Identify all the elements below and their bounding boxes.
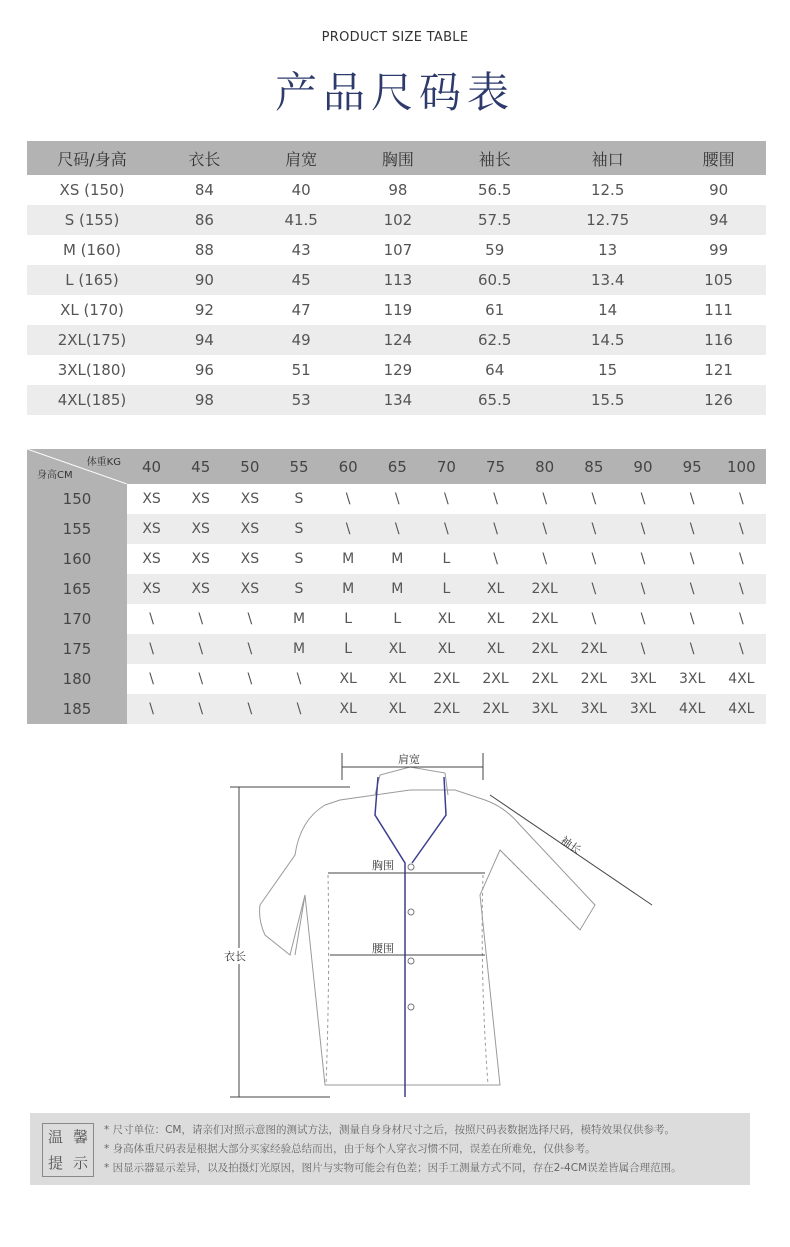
- size-recommend-cell: \: [149, 671, 154, 687]
- size-recommend-cell: L: [422, 574, 471, 604]
- lab-coat-illustration: [200, 745, 670, 1105]
- tips-box: [30, 1113, 750, 1185]
- size-recommend-cell: \: [471, 514, 520, 544]
- hw-row: [27, 574, 766, 604]
- weight-column-header: 90: [618, 449, 667, 484]
- size-recommend-cell: \: [225, 634, 274, 664]
- height-cell: 170: [27, 604, 127, 634]
- size-recommend-cell: XS: [240, 551, 260, 567]
- size-recommend-cell: XS: [191, 551, 210, 567]
- size-value-cell: 96: [194, 361, 214, 379]
- size-row: [27, 175, 766, 205]
- size-recommend-cell: \: [717, 634, 766, 664]
- size-recommend-cell: XS: [225, 514, 274, 544]
- size-recommend-cell: XL: [324, 694, 373, 724]
- size-value-cell: 61: [485, 301, 505, 319]
- size-column-header: 肩宽: [252, 141, 351, 175]
- weight-column-header: 80: [520, 449, 569, 484]
- left-seam: [326, 875, 329, 1085]
- size-recommend-cell: \: [738, 491, 744, 507]
- size-recommend-cell: XS: [127, 514, 176, 544]
- size-recommend-cell: \: [127, 694, 176, 724]
- page-title: 产品尺码表: [274, 68, 515, 117]
- height-cell: 150: [27, 484, 127, 514]
- size-recommend-cell: \: [542, 551, 548, 567]
- size-value-cell: 116: [671, 325, 766, 355]
- size-recommend-cell: \: [127, 634, 176, 664]
- tips-badge-char: 馨: [72, 1128, 88, 1146]
- size-recommend-cell: L: [324, 634, 373, 664]
- size-recommend-cell: \: [247, 611, 253, 627]
- size-value-cell: 15.5: [544, 385, 671, 415]
- size-recommend-cell: \: [689, 611, 695, 627]
- size-value-cell: 92: [194, 301, 214, 319]
- size-value-cell: 40: [291, 181, 311, 199]
- size-label-cell: XL (170): [60, 301, 124, 319]
- size-row: [27, 385, 766, 415]
- size-table-header: [27, 141, 766, 175]
- size-value-cell: 14: [598, 301, 618, 319]
- size-recommend-cell: \: [149, 611, 154, 627]
- weight-column-header: 50: [225, 449, 274, 484]
- size-value-cell: 84: [194, 181, 214, 199]
- size-recommend-cell: \: [542, 491, 548, 507]
- height-cell: 175: [27, 634, 127, 664]
- garment-diagram: [200, 745, 670, 1105]
- coat-outline: [260, 790, 595, 1085]
- size-recommend-cell: M: [373, 574, 422, 604]
- size-value-cell: 53: [252, 385, 351, 415]
- size-value-cell: 98: [388, 181, 408, 199]
- size-recommend-cell: 2XL: [482, 671, 509, 687]
- size-recommend-cell: 3XL: [678, 671, 706, 687]
- hw-row: [27, 664, 766, 694]
- size-value-cell: 59: [485, 241, 505, 259]
- tip-line: * 身高体重尺码表是根据大部分买家经验总结而出，由于每个人穿衣习惯不同，误差在所难免，仅供参考。: [104, 1143, 596, 1155]
- size-recommend-cell: XL: [471, 574, 520, 604]
- size-label-cell: 3XL(180): [57, 361, 127, 379]
- size-value-cell: 121: [704, 361, 733, 379]
- size-value-cell: 15: [598, 361, 618, 379]
- size-recommend-cell: 4XL: [668, 694, 717, 724]
- height-cell: 180: [27, 664, 127, 694]
- button-3: [408, 958, 414, 964]
- size-value-cell: 105: [671, 265, 766, 295]
- size-value-cell: 62.5: [445, 325, 544, 355]
- hw-table-header: [27, 449, 766, 484]
- size-recommend-cell: \: [176, 694, 225, 724]
- right-seam: [482, 875, 488, 1085]
- size-recommend-cell: \: [345, 491, 351, 507]
- size-recommend-cell: S: [274, 574, 323, 604]
- size-recommend-cell: \: [444, 491, 449, 507]
- size-recommend-cell: 3XL: [520, 694, 569, 724]
- weight-column-header: 65: [373, 449, 422, 484]
- left-sleeve-inner: [295, 895, 305, 955]
- size-value-cell: 134: [351, 385, 446, 415]
- size-label-cell: L (165): [27, 265, 157, 295]
- size-column-header: 袖长: [445, 141, 544, 175]
- size-value-cell: 12.75: [544, 205, 671, 235]
- size-column-header: 衣长: [157, 141, 252, 175]
- size-recommend-cell: XS: [142, 551, 161, 567]
- size-label-cell: S (155): [27, 205, 157, 235]
- size-recommend-cell: XL: [373, 694, 422, 724]
- waist-label: 腰围: [372, 942, 394, 955]
- tip-line: * 尺寸单位：CM，请亲们对照示意图的测试方法，测量自身身材尺寸之后，按照尺码表数据选择尺码，模特效果仅供参考。: [104, 1124, 675, 1136]
- tips-badge-char: 提: [47, 1154, 63, 1172]
- size-recommend-cell: L: [344, 611, 353, 627]
- hw-row: [27, 634, 766, 664]
- size-value-cell: 107: [383, 241, 413, 259]
- size-value-cell: 41.5: [252, 205, 351, 235]
- hw-row: [27, 514, 766, 544]
- size-recommend-cell: XL: [437, 611, 456, 627]
- size-value-cell: 94: [157, 325, 252, 355]
- height-cell: 185: [27, 694, 127, 724]
- weight-column-header: 55: [274, 449, 323, 484]
- size-recommend-cell: \: [493, 551, 498, 567]
- size-value-cell: 47: [291, 301, 311, 319]
- shoulder-label: 肩宽: [398, 753, 420, 766]
- size-recommend-cell: \: [198, 671, 204, 687]
- size-recommend-cell: M: [391, 551, 404, 567]
- size-recommend-cell: \: [296, 671, 302, 687]
- height-weight-table: [27, 449, 766, 724]
- size-recommend-cell: M: [274, 634, 323, 664]
- size-label-cell: M (160): [62, 241, 122, 259]
- sleeve-label: 袖长: [557, 833, 584, 858]
- length-label: 衣长: [224, 950, 246, 963]
- size-recommend-cell: 4XL: [728, 671, 755, 687]
- size-recommend-cell: XL: [486, 611, 505, 627]
- hw-row: [27, 694, 766, 724]
- size-recommend-cell: XL: [471, 634, 520, 664]
- hw-row: [27, 544, 766, 574]
- size-label-cell: XS (150): [59, 181, 125, 199]
- size-recommend-cell: \: [668, 514, 717, 544]
- size-recommend-cell: S: [274, 514, 323, 544]
- size-recommend-cell: \: [591, 611, 597, 627]
- size-value-cell: 99: [709, 241, 729, 259]
- corner-height-label: 身高CM: [37, 470, 73, 481]
- size-recommend-cell: 2XL: [471, 694, 520, 724]
- weight-column-header: 60: [324, 449, 373, 484]
- size-recommend-cell: XS: [127, 574, 176, 604]
- size-value-cell: 90: [157, 265, 252, 295]
- size-recommend-cell: XL: [388, 671, 406, 687]
- size-value-cell: 56.5: [478, 181, 512, 199]
- button-1: [408, 864, 414, 870]
- size-value-cell: 43: [291, 241, 311, 259]
- size-recommend-cell: \: [591, 491, 597, 507]
- size-value-cell: 119: [383, 301, 413, 319]
- button-2: [408, 909, 414, 915]
- size-recommend-cell: XS: [225, 574, 274, 604]
- height-cell: 160: [27, 544, 127, 574]
- size-recommend-cell: 2XL: [520, 634, 569, 664]
- size-recommend-cell: \: [668, 574, 717, 604]
- size-value-cell: 88: [194, 241, 214, 259]
- size-recommend-cell: \: [569, 574, 618, 604]
- size-recommend-cell: XS: [176, 574, 225, 604]
- size-row: [27, 355, 766, 385]
- size-recommend-cell: \: [717, 514, 766, 544]
- size-value-cell: 49: [252, 325, 351, 355]
- size-recommend-cell: M: [342, 551, 355, 567]
- tips-badge: [42, 1123, 94, 1177]
- size-table: [27, 141, 766, 415]
- size-recommend-cell: \: [689, 491, 695, 507]
- size-recommend-cell: 3XL: [569, 694, 618, 724]
- size-value-cell: 60.5: [445, 265, 544, 295]
- hw-corner-cell: [27, 449, 127, 484]
- tip-line: * 因显示器显示差异，以及拍摄灯光原因，图片与实物可能会有色差；因手工测量方式不同，存在2-4CM误差皆属合理范围。: [104, 1162, 682, 1174]
- size-recommend-cell: \: [689, 551, 695, 567]
- size-recommend-cell: \: [618, 634, 667, 664]
- size-value-cell: 45: [252, 265, 351, 295]
- size-recommend-cell: \: [618, 574, 667, 604]
- size-recommend-cell: \: [640, 491, 646, 507]
- size-column-header: 胸围: [351, 141, 446, 175]
- size-recommend-cell: 2XL: [422, 694, 471, 724]
- height-cell: 165: [27, 574, 127, 604]
- size-recommend-cell: XS: [176, 514, 225, 544]
- size-recommend-cell: 2XL: [569, 634, 618, 664]
- size-recommend-cell: \: [247, 671, 253, 687]
- size-value-cell: 13.4: [544, 265, 671, 295]
- size-recommend-cell: \: [640, 551, 646, 567]
- size-row: [27, 295, 766, 325]
- size-recommend-cell: \: [373, 514, 422, 544]
- size-recommend-cell: 4XL: [717, 694, 766, 724]
- placket-left: [375, 777, 405, 1097]
- weight-column-header: 70: [422, 449, 471, 484]
- size-recommend-cell: XL: [422, 634, 471, 664]
- size-value-cell: 94: [671, 205, 766, 235]
- size-recommend-cell: L: [442, 551, 451, 567]
- size-column-header: 尺码/身高: [27, 141, 157, 175]
- size-value-cell: 113: [351, 265, 446, 295]
- size-recommend-cell: \: [738, 551, 744, 567]
- size-row: [27, 205, 766, 235]
- size-recommend-cell: \: [717, 574, 766, 604]
- hw-row: [27, 484, 766, 514]
- size-value-cell: 124: [351, 325, 446, 355]
- size-recommend-cell: 2XL: [520, 574, 569, 604]
- size-value-cell: 51: [291, 361, 311, 379]
- size-recommend-cell: \: [225, 694, 274, 724]
- size-recommend-cell: \: [640, 611, 646, 627]
- size-recommend-cell: \: [668, 634, 717, 664]
- weight-column-header: 40: [127, 449, 176, 484]
- size-recommend-cell: M: [292, 611, 306, 627]
- size-recommend-cell: \: [422, 514, 471, 544]
- size-recommend-cell: \: [176, 634, 225, 664]
- weight-column-header: 75: [471, 449, 520, 484]
- size-recommend-cell: \: [198, 611, 204, 627]
- corner-weight-label: 体重KG: [86, 457, 121, 468]
- size-recommend-cell: 3XL: [618, 694, 667, 724]
- size-value-cell: 64: [485, 361, 505, 379]
- size-recommend-cell: 2XL: [531, 611, 558, 627]
- size-value-cell: 102: [351, 205, 446, 235]
- hw-row: [27, 604, 766, 634]
- size-recommend-cell: \: [324, 514, 373, 544]
- size-recommend-cell: S: [294, 551, 304, 567]
- weight-column-header: 100: [717, 449, 766, 484]
- size-value-cell: 126: [671, 385, 766, 415]
- size-recommend-cell: 2XL: [531, 671, 558, 687]
- size-recommend-cell: 2XL: [433, 671, 460, 687]
- size-value-cell: 14.5: [544, 325, 671, 355]
- size-recommend-cell: XL: [373, 634, 422, 664]
- size-recommend-cell: M: [324, 574, 373, 604]
- size-label-cell: 4XL(185): [27, 385, 157, 415]
- size-value-cell: 98: [157, 385, 252, 415]
- size-value-cell: 90: [709, 181, 729, 199]
- tips-badge-char: 温: [47, 1128, 63, 1146]
- weight-column-header: 85: [569, 449, 618, 484]
- size-recommend-cell: \: [738, 611, 744, 627]
- size-row: [27, 235, 766, 265]
- tips-lines: [104, 1121, 682, 1178]
- size-recommend-cell: S: [294, 491, 304, 507]
- size-recommend-cell: \: [569, 514, 618, 544]
- size-value-cell: 12.5: [590, 181, 625, 199]
- page-subtitle: PRODUCT SIZE TABLE: [321, 30, 469, 45]
- chest-label: 胸围: [372, 859, 394, 872]
- size-column-header: 袖口: [544, 141, 671, 175]
- size-recommend-cell: XS: [240, 491, 260, 507]
- size-value-cell: 57.5: [445, 205, 544, 235]
- size-recommend-cell: L: [393, 611, 402, 627]
- collar: [375, 767, 448, 795]
- size-value-cell: 13: [598, 241, 618, 259]
- height-cell: 155: [27, 514, 127, 544]
- size-recommend-cell: 3XL: [629, 671, 657, 687]
- size-label-cell: 2XL(175): [27, 325, 157, 355]
- size-recommend-cell: \: [394, 491, 400, 507]
- size-recommend-cell: \: [520, 514, 569, 544]
- size-value-cell: 111: [704, 301, 733, 319]
- size-column-header: 腰围: [671, 141, 766, 175]
- size-recommend-cell: XL: [339, 671, 357, 687]
- size-row: [27, 265, 766, 295]
- size-value-cell: 65.5: [445, 385, 544, 415]
- size-recommend-cell: \: [591, 551, 597, 567]
- size-recommend-cell: \: [493, 491, 498, 507]
- size-value-cell: 86: [157, 205, 252, 235]
- size-recommend-cell: XS: [191, 491, 210, 507]
- weight-column-header: 95: [668, 449, 717, 484]
- tips-badge-char: 示: [72, 1154, 88, 1172]
- weight-column-header: 45: [176, 449, 225, 484]
- size-recommend-cell: \: [618, 514, 667, 544]
- size-row: [27, 325, 766, 355]
- size-value-cell: 129: [383, 361, 413, 379]
- size-recommend-cell: 2XL: [580, 671, 607, 687]
- button-4: [408, 1004, 414, 1010]
- size-recommend-cell: XS: [142, 491, 161, 507]
- size-recommend-cell: \: [274, 694, 323, 724]
